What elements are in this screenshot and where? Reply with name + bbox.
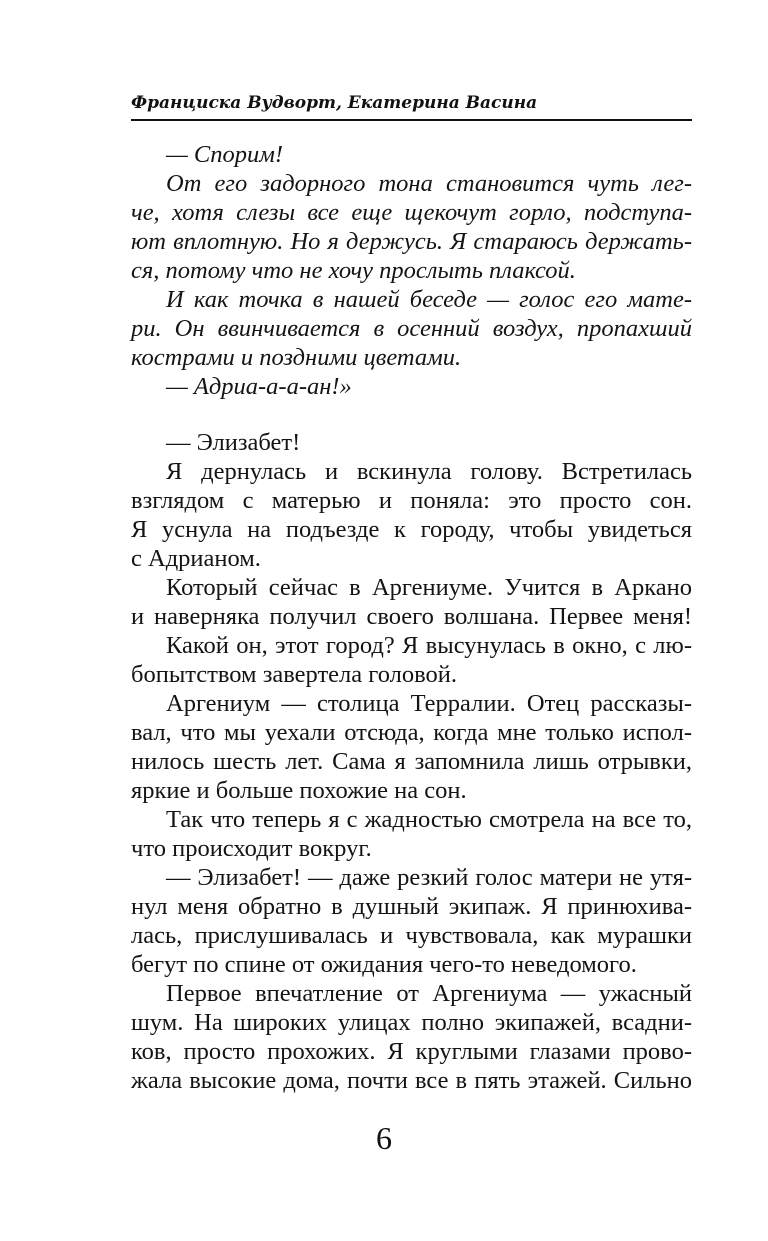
text-line: — Элизабет! [166, 429, 301, 456]
text-line: жала высокие дома, почти все в пять этажей. Сильно [131, 1067, 692, 1094]
page-number: 6 [376, 1120, 392, 1156]
text-line: яркие и больше похожие на сон. [131, 777, 467, 804]
running-header: Франциска Вудворт, Екатерина Васина [131, 93, 538, 113]
text-line: шум. На широких улицах полно экипажей, всадни- [131, 1009, 692, 1036]
text-line: — Адриа-а-а-ан!» [166, 373, 352, 400]
text-line: Я дернулась и вскинула голову. Встретилась [166, 458, 692, 485]
text-line: взглядом с матерью и поняла: это просто сон. [131, 487, 692, 514]
text-line: нилось шесть лет. Сама я запомнила лишь отрывки, [131, 748, 692, 775]
text-line: Первое впечатление от Аргениума — ужасный [166, 980, 692, 1007]
text-line: вал, что мы уехали отсюда, когда мне только испол- [131, 719, 692, 746]
text-line: лась, прислушивалась и чувствовала, как мурашки [131, 922, 692, 949]
text-line: с Адрианом. [131, 545, 261, 572]
text-line: От его задорного тона становится чуть лег- [166, 170, 692, 197]
text-line: что происходит вокруг. [131, 835, 372, 862]
text-line: Я уснула на подъезде к городу, чтобы увидеться [131, 516, 692, 543]
text-line: — Спорим! [166, 141, 284, 168]
text-line: ков, просто прохожих. Я круглыми глазами прово- [131, 1038, 692, 1065]
text-line: Который сейчас в Аргениуме. Учится в Аркано [166, 574, 692, 601]
text-line: бегут по спине от ожидания чего-то неведомого. [131, 951, 637, 978]
header-rule [131, 119, 692, 121]
text-line: Так что теперь я с жадностью смотрела на все то, [166, 806, 692, 833]
text-line: ся, потому что не хочу прослыть плаксой. [131, 257, 576, 284]
text-line: кострами и поздними цветами. [131, 344, 462, 371]
text-line: и наверняка получил своего волшана. Первее меня! [131, 603, 692, 630]
text-line: бопытством завертела головой. [131, 661, 458, 688]
text-line: И как точка в нашей беседе — голос его мате- [166, 286, 692, 313]
text-line: ют вплотную. Но я держусь. Я стараюсь держать- [131, 228, 692, 255]
text-line: че, хотя слезы все еще щекочут горло, подступа- [131, 199, 692, 226]
text-line: — Элизабет! — даже резкий голос матери не утя- [166, 864, 692, 891]
text-line: нул меня обратно в душный экипаж. Я принюхива- [131, 893, 692, 920]
text-line: Аргениум — столица Терралии. Отец рассказы- [166, 690, 692, 717]
text-line: Какой он, этот город? Я высунулась в окно, с лю- [166, 632, 692, 659]
text-line: ри. Он ввинчивается в осенний воздух, пропахший [131, 315, 692, 342]
